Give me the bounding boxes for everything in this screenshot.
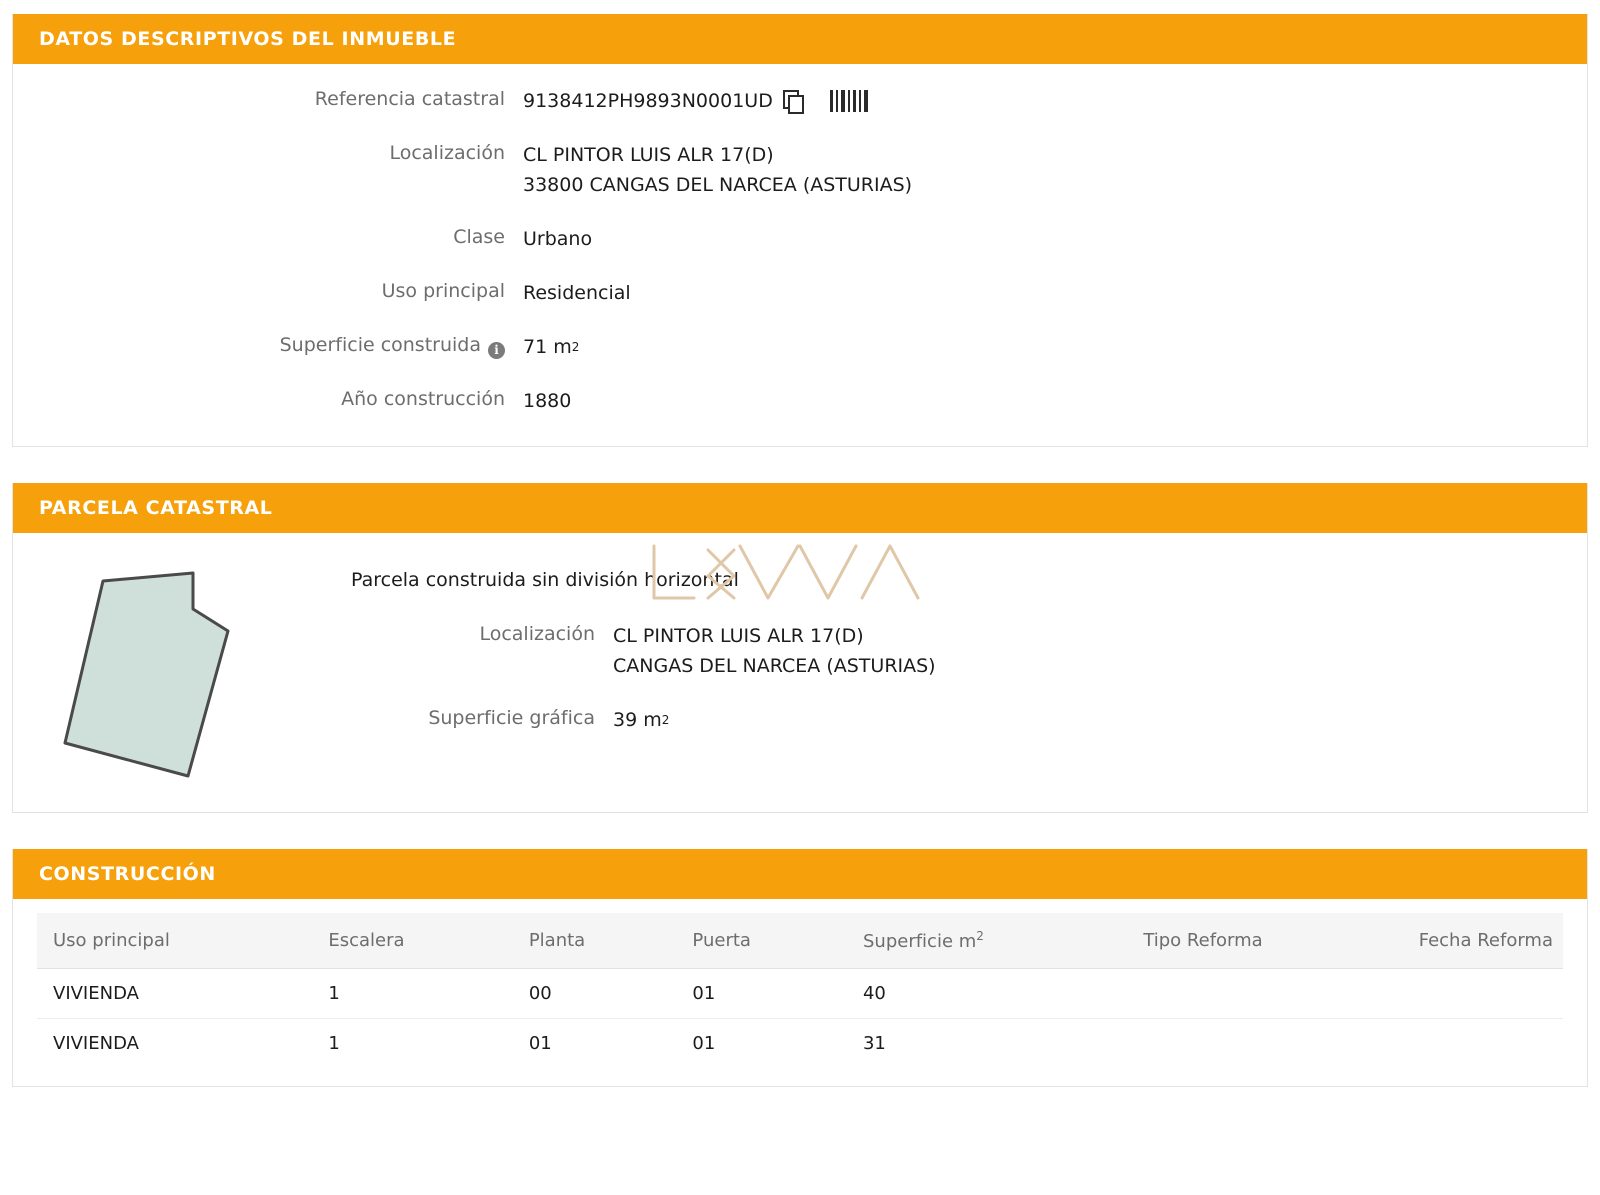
column-header-superficie-exponent: 2: [976, 929, 984, 943]
label-uso-principal: Uso principal: [381, 280, 505, 302]
table-row: [37, 969, 1563, 1019]
localizacion-line-2: 33800 CANGAS DEL NARCEA (ASTURIAS): [523, 174, 913, 196]
value-parcela-superficie-grafica: 39 m: [613, 709, 662, 731]
section-title-datos-inmueble: DATOS DESCRIPTIVOS DEL INMUEBLE: [13, 14, 1587, 64]
cell-superficie: 31: [862, 1033, 886, 1054]
cell-planta: 00: [513, 969, 677, 1019]
label-parcela-localizacion: Localización: [479, 623, 595, 645]
cell-escalera: 1: [312, 969, 513, 1019]
cell-fecha-reforma: [1403, 1019, 1563, 1069]
label-clase: Clase: [453, 226, 505, 248]
construccion-body: [13, 899, 1587, 1086]
construccion-table-body: [37, 969, 1563, 1069]
localizacion-line-1: CL PINTOR LUIS ALR 17(D): [523, 144, 774, 166]
value-parcela-superficie-exponent: 2: [661, 713, 670, 727]
label-anio-construccion: Año construcción: [341, 388, 505, 410]
parcela-localizacion-line-2: CANGAS DEL NARCEA (ASTURIAS): [613, 655, 936, 677]
value-superficie-construida-exponent: 2: [571, 340, 580, 354]
row-uso-principal: [13, 278, 1587, 308]
label-parcela-superficie-grafica: Superficie gráfica: [428, 707, 595, 729]
value-clase: Urbano: [523, 228, 593, 250]
column-header-puerta: Puerta: [676, 913, 847, 969]
value-superficie-construida: 71 m: [523, 336, 572, 358]
cell-fecha-reforma: [1403, 969, 1563, 1019]
column-header-uso-principal: Uso principal: [37, 913, 312, 969]
value-referencia-catastral-wrap: [523, 86, 873, 116]
construccion-table-wrap: [13, 899, 1587, 1086]
table-row: [37, 1019, 1563, 1069]
label-superficie-construida: Superficie construida: [279, 334, 481, 356]
info-icon[interactable]: i: [488, 342, 505, 359]
copy-icon[interactable]: [783, 90, 803, 112]
column-header-superficie-text: Superficie m: [862, 931, 977, 952]
cell-superficie: 40: [847, 969, 1127, 1019]
section-construccion: [12, 849, 1588, 1087]
row-parcela-localizacion: [313, 621, 1587, 681]
parcela-info: [313, 565, 1587, 739]
column-header-fecha-reforma: Fecha Reforma: [1403, 913, 1563, 969]
column-header-superficie: [847, 913, 1127, 969]
label-localizacion: Localización: [389, 142, 505, 164]
column-header-planta: Planta: [513, 913, 677, 969]
parcela-body: [13, 533, 1587, 812]
value-referencia-catastral: 9138412PH9893N0001UD: [523, 90, 773, 112]
parcela-content: [13, 555, 1587, 786]
parcel-shape-icon: [63, 571, 263, 786]
value-localizacion: [523, 140, 1163, 200]
section-title-construccion: CONSTRUCCIÓN: [13, 849, 1587, 899]
cell-uso-principal: VIVIENDA: [53, 1033, 139, 1054]
value-anio-construccion: 1880: [523, 390, 572, 412]
cell-uso-principal: VIVIENDA: [37, 969, 312, 1019]
cell-tipo-reforma: [1127, 1019, 1402, 1069]
barcode-icon[interactable]: [829, 90, 873, 112]
construccion-table: [37, 913, 1563, 1068]
cell-planta: 01: [528, 1033, 552, 1054]
value-uso-principal: Residencial: [523, 282, 631, 304]
cell-escalera: 1: [328, 1033, 340, 1054]
cell-tipo-reforma: [1127, 969, 1402, 1019]
copy-icon-front: [788, 95, 804, 114]
column-header-tipo-reforma: Tipo Reforma: [1127, 913, 1402, 969]
row-referencia-catastral: [13, 86, 1587, 116]
label-superficie-construida-wrap: [13, 332, 523, 359]
construccion-table-head: [37, 913, 1563, 969]
parcela-localizacion-line-1: CL PINTOR LUIS ALR 17(D): [613, 625, 864, 647]
parcela-figure: [13, 565, 313, 786]
column-header-escalera: Escalera: [312, 913, 513, 969]
table-header-row: [37, 913, 1563, 969]
value-superficie-construida-wrap: [523, 332, 579, 362]
parcela-subtitle: Parcela construida sin división horizontal: [351, 569, 739, 591]
cell-puerta: 01: [692, 1033, 716, 1054]
row-parcela-superficie-grafica: [313, 705, 1587, 735]
row-anio-construccion: [13, 386, 1587, 416]
section-title-parcela-catastral: PARCELA CATASTRAL: [13, 483, 1587, 533]
datos-inmueble-body: [13, 64, 1587, 446]
value-parcela-superficie-wrap: [613, 705, 669, 735]
cell-puerta: 01: [676, 969, 847, 1019]
section-parcela-catastral: [12, 483, 1588, 813]
row-superficie-construida: [13, 332, 1587, 362]
row-clase: [13, 224, 1587, 254]
label-referencia-catastral: Referencia catastral: [314, 88, 505, 110]
row-localizacion: [13, 140, 1587, 200]
value-parcela-localizacion: [613, 621, 1186, 681]
section-datos-inmueble: [12, 14, 1588, 447]
